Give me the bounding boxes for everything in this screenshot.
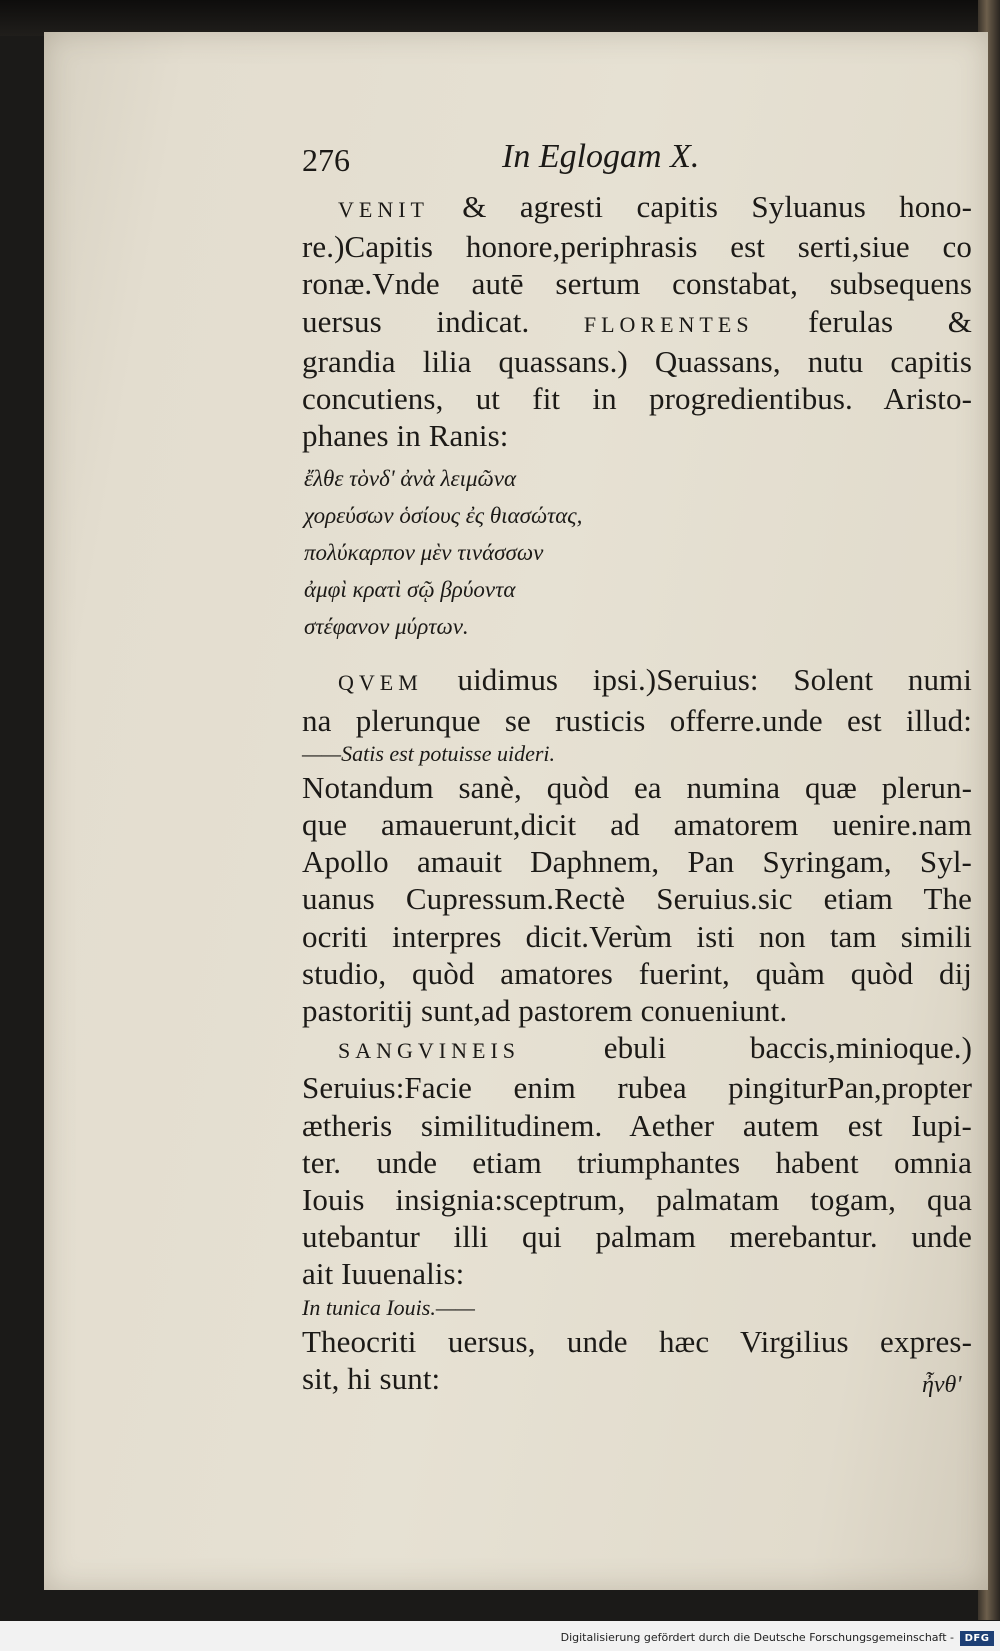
digitization-footer	[0, 1621, 1000, 1651]
greek-line: ἀμφὶ κρατὶ σῷ βρύοντα	[304, 577, 516, 603]
greek-line: ἔλθε τὸνδ' ἀνὰ λειμῶνα	[304, 466, 517, 492]
text-line	[302, 303, 972, 343]
paragraph	[302, 769, 972, 1029]
paragraph	[302, 188, 972, 454]
text-line: re.)Capitis honore,periphrasis est serti,siue co	[302, 229, 972, 265]
dfg-logo: DFG	[960, 1631, 994, 1646]
line-text: ferulas &	[753, 303, 972, 339]
text-line: studio, quòd amatores fuerint, quàm quòd dij	[302, 955, 972, 991]
funding-credit: Digitalisierung gefördert durch die Deutsche Forschungsgemeinschaft -	[560, 1631, 954, 1644]
text-line: Apollo amauit Daphnem, Pan Syringam, Syl-	[302, 844, 972, 880]
quotation: In tunica Iouis.——	[302, 1294, 475, 1320]
page-text	[302, 136, 972, 1397]
text-line: utebantur illi qui palmam merebantur. unde	[302, 1219, 972, 1255]
line-text: ebuli baccis,minioque.)	[520, 1030, 972, 1066]
text-line: Iouis insignia:sceptrum, palmatam togam, qua	[302, 1182, 972, 1218]
text-line: phanes in Ranis:	[302, 418, 509, 454]
lemma: VENIT	[338, 197, 429, 222]
page-header	[302, 136, 972, 188]
line-text: uidimus ipsi.)Seruius: Solent numi	[422, 662, 972, 698]
paragraph	[302, 1029, 972, 1322]
text-line: uanus Cupressum.Rectè Seruius.sic etiam The	[302, 881, 972, 917]
paragraph	[302, 1323, 972, 1397]
text-line: ronæ.Vnde autē sertum constabat, subsequens	[302, 266, 972, 302]
paragraph	[302, 661, 972, 768]
text-line	[302, 661, 972, 701]
text-line: ocriti interpres dicit.Verùm isti non tam simili	[302, 918, 972, 954]
text-line	[302, 188, 972, 228]
text-line: na plerunque se rusticis offerre.unde est illud:	[302, 702, 972, 738]
quotation: ——Satis est potuisse uideri.	[302, 740, 556, 766]
running-head: In Eglogam X.	[502, 138, 700, 175]
text-line: ait Iuuenalis:	[302, 1256, 465, 1292]
text-line: pastoritij sunt,ad pastorem conueniunt.	[302, 993, 788, 1029]
text-line: Theocriti uersus, unde hæc Virgilius expres-	[302, 1323, 972, 1359]
text-line: ter. unde etiam triumphantes habent omnia	[302, 1144, 972, 1180]
catchword: ἦνθ'	[922, 1372, 962, 1398]
greek-line: πολύκαρπον μὲν τινάσσων	[304, 540, 544, 566]
line-text: & agresti capitis Syluanus hono-	[428, 189, 972, 224]
text-line	[302, 1029, 972, 1069]
text-line: sit, hi sunt:	[302, 1360, 441, 1396]
lemma: FLORENTES	[583, 311, 754, 337]
book-page	[44, 32, 988, 1590]
page-number: 276	[302, 142, 350, 178]
greek-verse	[302, 460, 972, 645]
text-line: ætheris similitudinem. Aether autem est Iupi-	[302, 1107, 972, 1143]
text-line: Notandum sanè, quòd ea numina quæ plerun-	[302, 769, 972, 805]
greek-line: χορεύσων ὁσίους ἐς θιασώτας,	[304, 503, 583, 529]
text-line: grandia lilia quassans.) Quassans, nutu capitis	[302, 343, 972, 379]
text-line: que amauerunt,dicit ad amatorem uenire.nam	[302, 807, 972, 843]
lemma: SANGVINEIS	[338, 1038, 520, 1064]
greek-line: στέφανον μύρτων.	[304, 614, 469, 640]
text-line: Seruius:Facie enim rubea pingiturPan,propter	[302, 1070, 972, 1106]
text-line: concutiens, ut fit in progredientibus. Aristo-	[302, 381, 972, 417]
line-text: uersus indicat.	[302, 303, 530, 339]
scan-background-top	[0, 0, 1000, 36]
lemma: QVEM	[338, 670, 423, 696]
